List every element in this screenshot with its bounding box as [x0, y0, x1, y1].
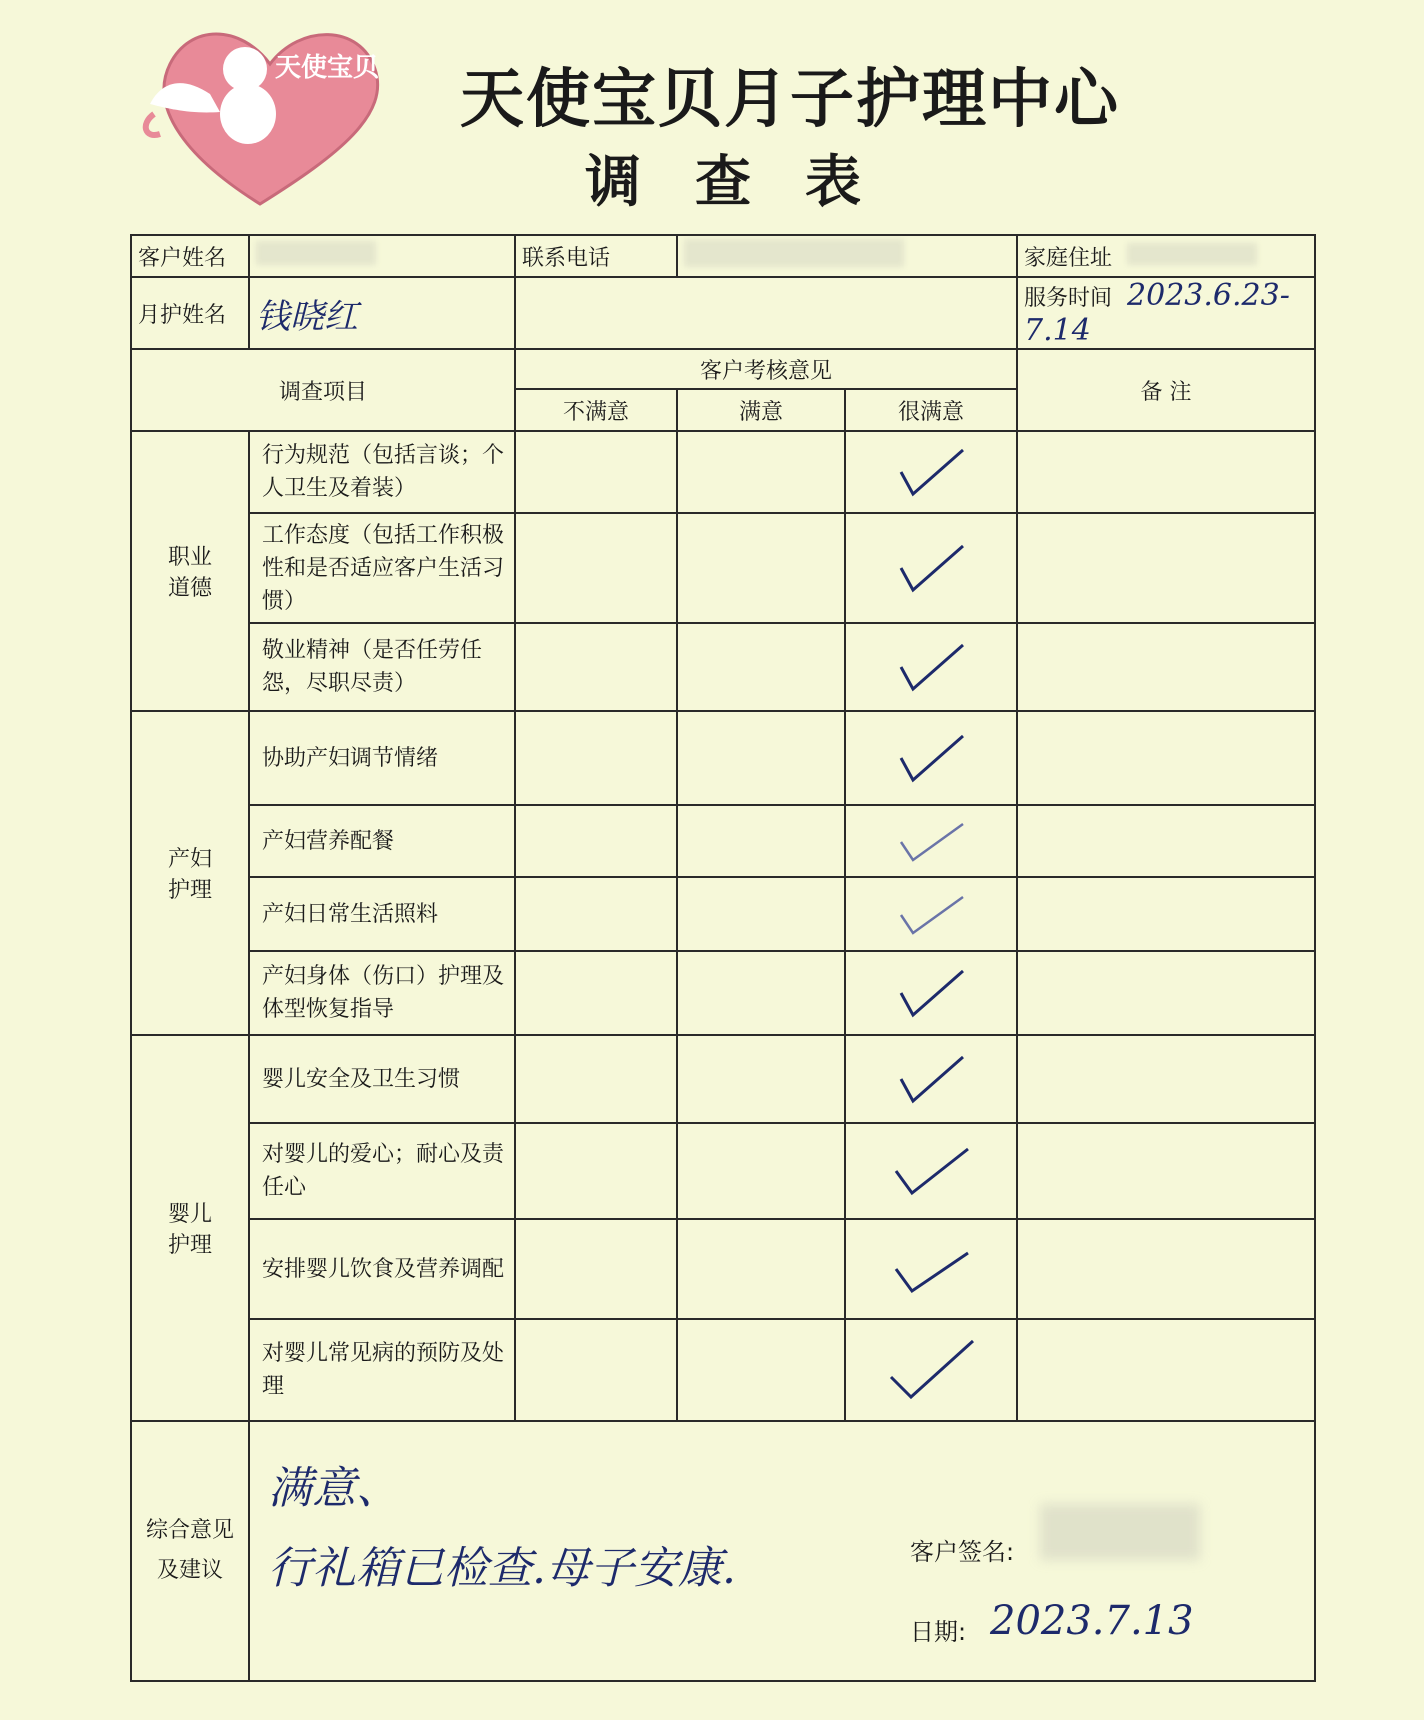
customer-name-label: 客户姓名: [131, 235, 249, 277]
checkmark-icon: [891, 442, 971, 502]
item-label: 行为规范（包括言谈；个人卫生及着装）: [249, 431, 515, 513]
item-label: 安排婴儿饮食及营养调配: [249, 1219, 515, 1319]
checkmark-icon: [891, 889, 971, 939]
dissatisfied-cell: [515, 1035, 677, 1123]
very-satisfied-cell: [845, 877, 1017, 951]
dissatisfied-cell: [515, 623, 677, 711]
item-label: 婴儿安全及卫生习惯: [249, 1035, 515, 1123]
dissatisfied-header: 不满意: [515, 389, 677, 431]
remarks-cell: [1017, 951, 1315, 1035]
dissatisfied-cell: [515, 1319, 677, 1421]
item-label: 对婴儿的爱心；耐心及责任心: [249, 1123, 515, 1219]
satisfied-cell: [677, 877, 845, 951]
remarks-cell: [1017, 711, 1315, 805]
satisfied-cell: [677, 1035, 845, 1123]
nurse-name-value: 钱晓红: [249, 277, 515, 349]
remarks-cell: [1017, 623, 1315, 711]
dissatisfied-cell: [515, 1219, 677, 1319]
item-label: 产妇营养配餐: [249, 805, 515, 877]
remarks-cell: [1017, 805, 1315, 877]
address-label: 家庭住址: [1024, 245, 1113, 271]
item-label: 产妇日常生活照料: [249, 877, 515, 951]
checkmark-icon: [891, 728, 971, 788]
summary-label: 综合意见及建议: [131, 1421, 249, 1681]
satisfied-cell: [677, 1123, 845, 1219]
satisfied-cell: [677, 623, 845, 711]
signature-redacted: [1040, 1504, 1200, 1560]
very-satisfied-cell: [845, 1219, 1017, 1319]
dissatisfied-cell: [515, 711, 677, 805]
satisfied-cell: [677, 805, 845, 877]
address-label-cell: [1017, 235, 1315, 277]
group-label: 婴儿 护理: [131, 1035, 249, 1421]
checkmark-icon: [886, 1239, 976, 1299]
item-label: 对婴儿常见病的预防及处理: [249, 1319, 515, 1421]
satisfied-cell: [677, 951, 845, 1035]
signature-label: 客户签名:: [910, 1538, 1015, 1566]
remarks-cell: [1017, 513, 1315, 623]
phone-label: 联系电话: [515, 235, 677, 277]
comment-line-1: 满意、: [268, 1463, 400, 1514]
service-time-cell: [1017, 277, 1315, 349]
checkmark-icon: [891, 1049, 971, 1109]
item-label: 工作态度（包括工作积极性和是否适应客户生活习惯）: [249, 513, 515, 623]
remarks-cell: [1017, 431, 1315, 513]
service-time-label: 服务时间: [1024, 286, 1113, 311]
very-satisfied-cell: [845, 805, 1017, 877]
page-subtitle: 调查表: [585, 150, 915, 215]
service-time-value: 2023.6.23-7.14: [1024, 278, 1290, 348]
summary-cell: [249, 1421, 1315, 1681]
blank-info-cell: [515, 277, 1017, 349]
dissatisfied-cell: [515, 877, 677, 951]
satisfied-cell: [677, 513, 845, 623]
group-label: 产妇 护理: [131, 711, 249, 1035]
very-satisfied-cell: [845, 431, 1017, 513]
dissatisfied-cell: [515, 951, 677, 1035]
very-satisfied-header: 很满意: [845, 389, 1017, 431]
very-satisfied-cell: [845, 1035, 1017, 1123]
date-value: 2023.7.13: [990, 1598, 1194, 1644]
checkmark-icon: [891, 816, 971, 866]
remarks-cell: [1017, 877, 1315, 951]
remarks-cell: [1017, 1319, 1315, 1421]
checkmark-icon: [891, 538, 971, 598]
dissatisfied-cell: [515, 431, 677, 513]
dissatisfied-cell: [515, 513, 677, 623]
very-satisfied-cell: [845, 711, 1017, 805]
nurse-name-label: 月护姓名: [131, 277, 249, 349]
satisfied-cell: [677, 1319, 845, 1421]
item-label: 敬业精神（是否任劳任怨，尽职尽责）: [249, 623, 515, 711]
checkmark-icon: [886, 1141, 976, 1201]
group-label: 职业 道德: [131, 431, 249, 711]
remarks-cell: [1017, 1035, 1315, 1123]
satisfied-cell: [677, 431, 845, 513]
satisfied-cell: [677, 711, 845, 805]
checkmark-icon: [891, 637, 971, 697]
checkmark-icon: [891, 963, 971, 1023]
logo: [140, 14, 400, 214]
very-satisfied-cell: [845, 513, 1017, 623]
opinion-header: 客户考核意见: [515, 349, 1017, 389]
phone-value: [677, 235, 1017, 277]
dissatisfied-cell: [515, 1123, 677, 1219]
dissatisfied-cell: [515, 805, 677, 877]
items-header: 调查项目: [131, 349, 515, 431]
very-satisfied-cell: [845, 1123, 1017, 1219]
remarks-header: 备 注: [1017, 349, 1315, 431]
customer-name-value: [249, 235, 515, 277]
satisfied-header: 满意: [677, 389, 845, 431]
page-title: 天使宝贝月子护理中心: [460, 63, 1120, 137]
very-satisfied-cell: [845, 951, 1017, 1035]
item-label: 协助产妇调节情绪: [249, 711, 515, 805]
comment-line-2: 行礼箱已检查.母子安康.: [268, 1543, 736, 1594]
date-label: 日期:: [910, 1618, 967, 1646]
very-satisfied-cell: [845, 623, 1017, 711]
item-label: 产妇身体（伤口）护理及体型恢复指导: [249, 951, 515, 1035]
remarks-cell: [1017, 1123, 1315, 1219]
survey-table: [130, 234, 1316, 1682]
very-satisfied-cell: [845, 1319, 1017, 1421]
logo-text: 天使宝贝: [275, 53, 380, 83]
remarks-cell: [1017, 1219, 1315, 1319]
checkmark-icon: [881, 1337, 981, 1403]
satisfied-cell: [677, 1219, 845, 1319]
